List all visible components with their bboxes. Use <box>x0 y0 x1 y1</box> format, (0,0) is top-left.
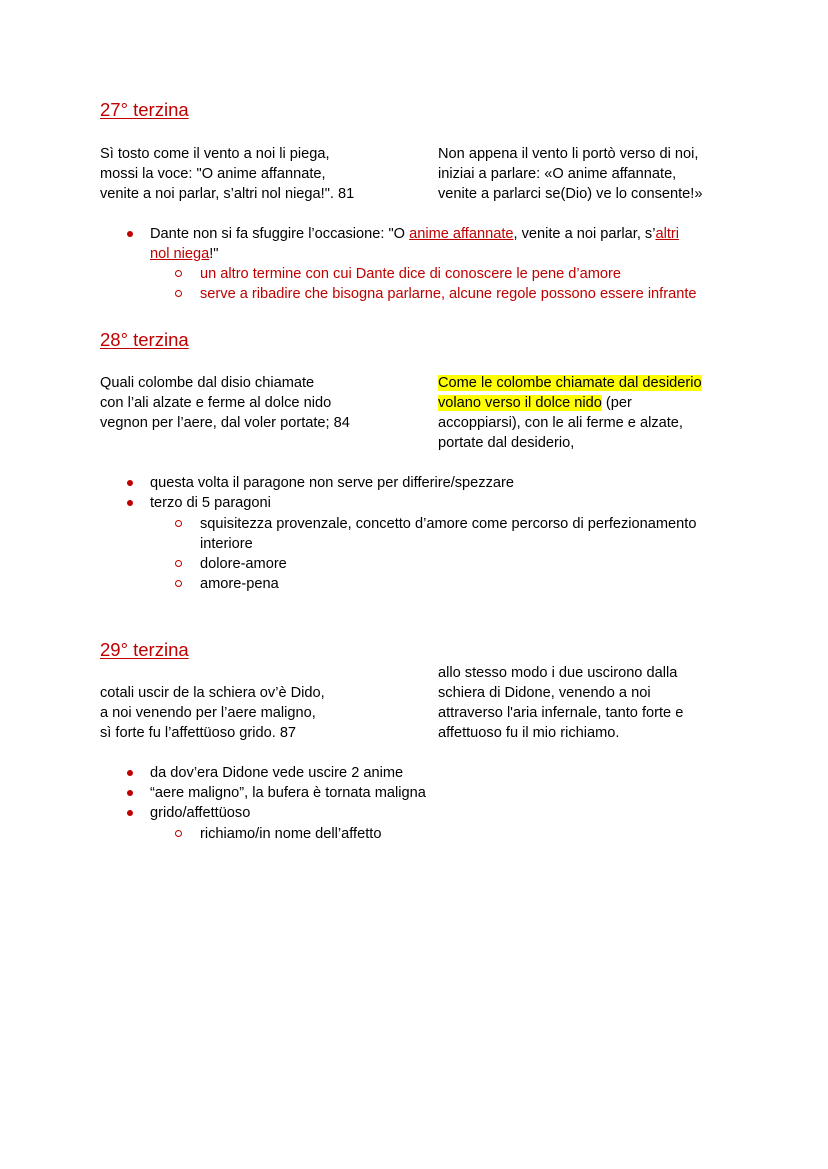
note-28-1: questa volta il paragone non serve per differire/spezzare <box>150 475 514 491</box>
paraphrase-27 <box>438 144 702 204</box>
paraphrase-line <box>438 373 702 393</box>
sub-bullet-icon <box>175 580 182 587</box>
note-27-1: Dante non si fa sfuggire l’occasione: "O anime affannate, venite a noi parlar, s’altri <box>150 226 679 242</box>
sub-bullet-icon <box>175 270 182 277</box>
note-29-sub1: richiamo/in nome dell’affetto <box>200 826 382 842</box>
note-27-sub2: serve a ribadire che bisogna parlarne, alcune regole possono essere infrante <box>200 286 697 302</box>
paraphrase-line: iniziai a parlare: «O anime affannate, <box>438 166 677 182</box>
bullet-icon <box>127 790 133 796</box>
original-text-29 <box>100 683 325 743</box>
highlighted-text: Come le colombe chiamate dal desiderio <box>438 375 702 391</box>
underlined-quote: anime affannate <box>409 226 514 242</box>
verse-line: Sì tosto come il vento a noi li piega, <box>100 146 330 162</box>
note-28-sub3: amore-pena <box>200 576 279 592</box>
bullet-icon <box>127 810 133 816</box>
heading-28-terzina: 28° terzina <box>100 329 189 350</box>
bullet-icon <box>127 231 133 237</box>
verse-line: sì forte fu l’affettüoso grido. 87 <box>100 725 297 741</box>
underlined-quote: nol niega <box>150 246 210 262</box>
note-28-sub1: squisitezza provenzale, concetto d’amore come percorso di perfezionamento <box>200 516 697 532</box>
paraphrase-line: attraverso l'aria infernale, tanto forte e <box>438 705 684 721</box>
note-27-sub1: un altro termine con cui Dante dice di conoscere le pene d’amore <box>200 266 622 282</box>
paraphrase-line: Non appena il vento li portò verso di noi, <box>438 146 699 162</box>
verse-line: cotali uscir de la schiera ov’è Dido, <box>100 685 325 701</box>
note-29-3: grido/affettüoso <box>150 805 251 821</box>
verse-line: a noi venendo per l’aere maligno, <box>100 705 316 721</box>
bullet-icon <box>127 480 133 486</box>
paraphrase-line: allo stesso modo i due uscirono dalla <box>438 665 678 681</box>
note-27-1-cont: nol niega!" <box>150 246 219 262</box>
sub-bullet-icon <box>175 830 182 837</box>
highlighted-text: volano verso il dolce nido <box>438 395 602 411</box>
verse-line: con l’ali alzate e ferme al dolce nido <box>100 395 332 411</box>
heading-29-terzina: 29° terzina <box>100 639 189 660</box>
sub-bullet-icon <box>175 560 182 567</box>
paraphrase-line: schiera di Didone, venendo a noi <box>438 685 651 701</box>
paraphrase-line: venite a parlarci se(Dio) ve lo consente!» <box>438 186 703 202</box>
verse-line: vegnon per l’aere, dal voler portate; 84 <box>100 415 350 431</box>
note-28-sub1-cont: interiore <box>200 536 253 552</box>
sub-bullet-icon <box>175 290 182 297</box>
heading-27-terzina: 27° terzina <box>100 99 189 120</box>
underlined-quote: altri <box>655 226 679 242</box>
verse-line: mossi la voce: "O anime affannate, <box>100 166 326 182</box>
bullet-icon <box>127 770 133 776</box>
paraphrase-line: accoppiarsi), con le ali ferme e alzate, <box>438 415 683 431</box>
verse-line: venite a noi parlar, s’altri nol niega!". 81 <box>100 186 355 202</box>
note-28-2: terzo di 5 paragoni <box>150 495 271 511</box>
paraphrase-28 <box>438 373 702 453</box>
original-text-27 <box>100 144 354 204</box>
note-29-1: da dov’era Didone vede uscire 2 anime <box>150 765 404 781</box>
note-28-sub2: dolore-amore <box>200 556 287 572</box>
paraphrase-line: portate dal desiderio, <box>438 435 575 451</box>
paraphrase-line: volano verso il dolce nido (per <box>438 395 632 411</box>
verse-line: Quali colombe dal disio chiamate <box>100 375 315 391</box>
sub-bullet-icon <box>175 520 182 527</box>
bullet-icon <box>127 500 133 506</box>
original-text-28 <box>100 373 350 433</box>
note-29-2: “aere maligno”, la bufera è tornata maligna <box>150 785 426 801</box>
paraphrase-line: affettuoso fu il mio richiamo. <box>438 725 620 741</box>
paraphrase-29 <box>438 663 683 743</box>
